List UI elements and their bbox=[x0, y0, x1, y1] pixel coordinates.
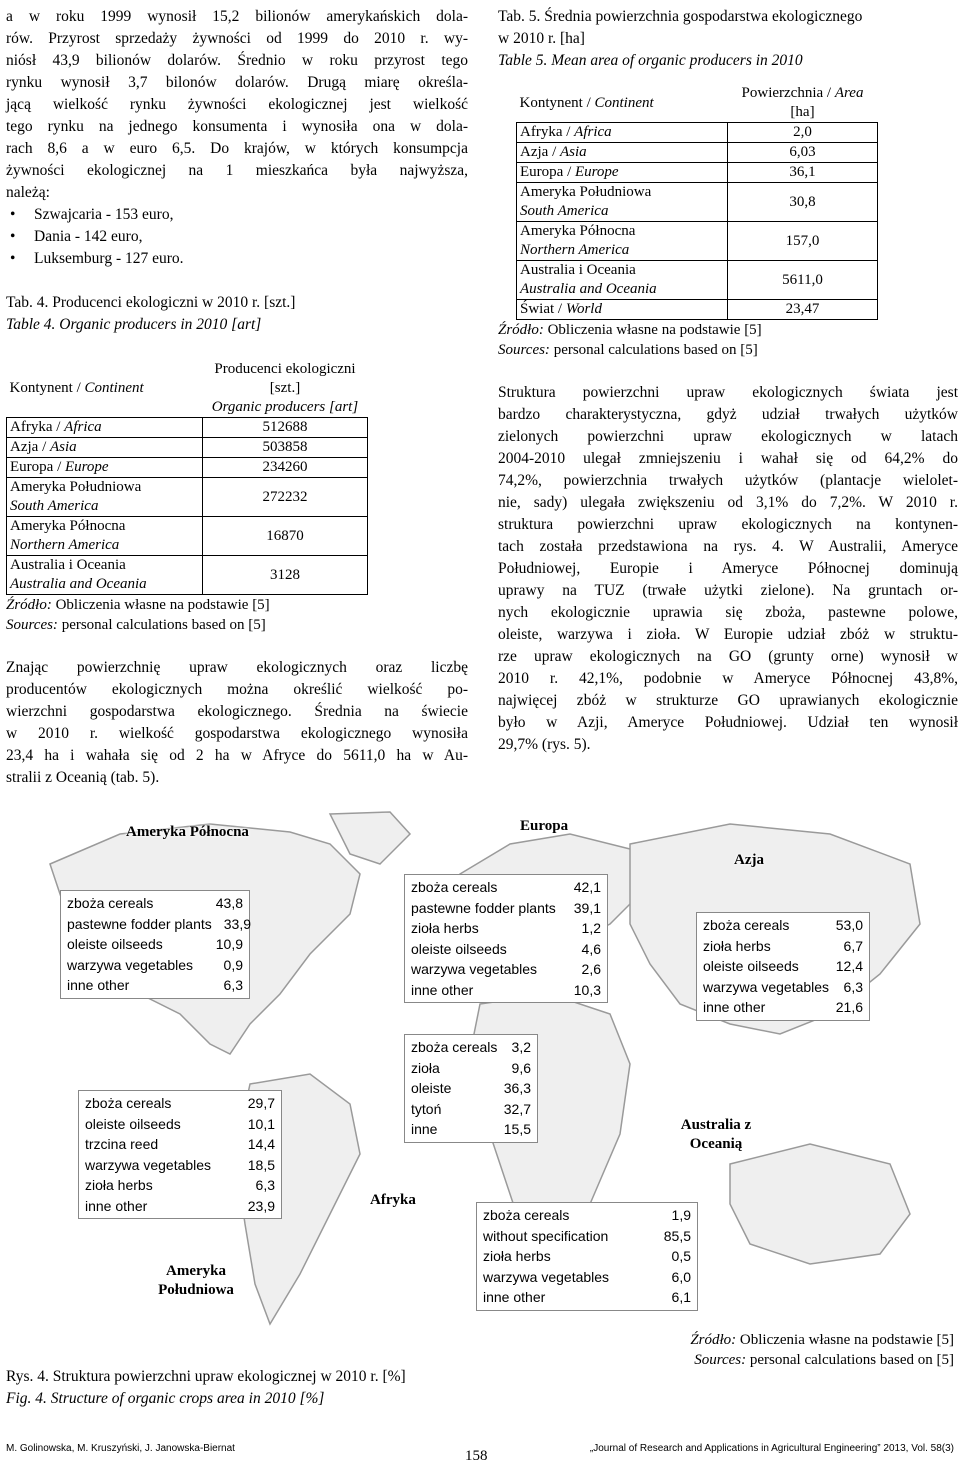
legend-row: warzywa vegetables 6,0 bbox=[483, 1268, 691, 1285]
legend-row: pastewne fodder plants 39,1 bbox=[411, 899, 601, 916]
table-cell-continent: Afryka / Africa bbox=[7, 418, 203, 438]
footer-journal: „Journal of Research and Applications in Agricultural Engineering” 2013, Vol. 58(3) bbox=[589, 1443, 954, 1454]
table-cell-continent: Azja / Asia bbox=[7, 438, 203, 458]
tab4-head-col1: Kontynent / Continent bbox=[9, 380, 144, 396]
table-row bbox=[517, 163, 878, 183]
table-cell-value: 503858 bbox=[203, 438, 368, 458]
legend-row: zboża cereals 3,2 bbox=[411, 1039, 531, 1055]
legend-row: inne other 21,6 bbox=[703, 999, 863, 1015]
tab5-caption-en: Table 5. Mean area of organic producers in 2010 bbox=[498, 52, 803, 69]
text-line: a w roku 1999 wynosił 15,2 bilionów amerykańskich dola- bbox=[6, 8, 468, 25]
legend-row: warzywa vegetables 0,9 bbox=[67, 956, 243, 973]
text-line: 74,2%, powierzchnia trwałych użytków (plantacje wielolet- bbox=[498, 472, 958, 489]
text-line: rze upraw ekologicznych na GO (grunty orne) wynosił w bbox=[498, 648, 958, 665]
text-line: nie, sady) ulegała zwiększeniu od 3,1% do 7,2%. W 2010 r. bbox=[498, 494, 958, 511]
text-line: należą: bbox=[6, 184, 50, 201]
table-cell-value: 16870 bbox=[203, 517, 368, 556]
list-item: • Szwajcaria - 153 euro, bbox=[6, 204, 468, 226]
tab5-head-col1: Kontynent / Continent bbox=[519, 94, 654, 111]
text-line: oleiste, warzywa i zioła. W Europie udział zbóż w struktu- bbox=[498, 626, 958, 643]
text-line: struktura powierzchni upraw ekologicznych na kontynen- bbox=[498, 516, 958, 533]
table-cell-continent: Azja / Asia bbox=[517, 143, 728, 163]
body-paragraph bbox=[6, 657, 468, 789]
legend-row: without specification 85,5 bbox=[483, 1227, 691, 1244]
table-cell-value: 36,1 bbox=[728, 163, 878, 183]
table-cell-continent: Ameryka Północna Northern America bbox=[7, 517, 203, 556]
legend-row: inne other 10,3 bbox=[411, 981, 601, 998]
table-row bbox=[7, 478, 368, 517]
footer-authors: M. Golinowska, M. Kruszyński, J. Janowska-Biernat bbox=[6, 1443, 235, 1454]
tab4-source: Źródło: Obliczenia własne na podstawie [5] Sources: personal calculations based on [5] bbox=[6, 597, 270, 633]
tab4-caption-en: Table 4. Organic producers in 2010 [art] bbox=[6, 316, 262, 333]
table-cell-continent: Australia i Oceania Australia and Oceania bbox=[517, 261, 728, 300]
legend-row: oleiste 36,3 bbox=[411, 1080, 531, 1096]
text-line: niósł 43,9 bilionów dolarów. Średnio w roku przyrost tego bbox=[6, 52, 468, 69]
table-cell-value: 30,8 bbox=[728, 183, 878, 222]
table-row bbox=[7, 438, 368, 458]
text-line: tach została przedstawiona na rys. 4. W Australii, Ameryce bbox=[498, 538, 958, 555]
legend-row: warzywa vegetables 2,6 bbox=[411, 961, 601, 977]
text-line: producentów ekologicznych można określić wielkość po- bbox=[6, 681, 468, 698]
world-map-figure bbox=[30, 804, 930, 1362]
text-line: rynku wynosił 3,7 bilonów dolarów. Drugą miarę określa- bbox=[6, 74, 468, 91]
table-cell-value: 512688 bbox=[203, 418, 368, 438]
body-paragraph bbox=[498, 382, 958, 756]
right-column bbox=[498, 6, 958, 756]
table-cell-continent: Europa / Europe bbox=[517, 163, 728, 183]
table-row bbox=[7, 418, 368, 438]
legend-row: zboża cereals 1,9 bbox=[483, 1207, 691, 1223]
tab4-head-col2: Producenci ekologiczni [szt.] Organic producers [art] bbox=[211, 361, 359, 415]
tab5-source: Źródło: Obliczenia własne na podstawie [5] Sources: personal calculations based on [5] bbox=[498, 322, 762, 358]
legend-row: zboża cereals 43,8 bbox=[67, 895, 243, 911]
table-row bbox=[517, 261, 878, 300]
legend-row: tytoń 32,7 bbox=[411, 1100, 531, 1117]
box-africa bbox=[404, 1034, 538, 1143]
label-north-america: Ameryka Północna bbox=[126, 824, 249, 840]
tab4-caption-pl: Tab. 4. Producenci ekologiczni w 2010 r. [szt.] bbox=[6, 294, 296, 311]
text-line: w 2010 r. wielkość gospodarstwa ekologicznego wynosiła bbox=[6, 725, 468, 742]
label-australia: Australia z Oceanią bbox=[680, 1117, 752, 1152]
tab5-head-col2: Powierzchnia / Area [ha] bbox=[741, 85, 864, 120]
legend-row: zboża cereals 42,1 bbox=[411, 879, 601, 895]
table-cell-continent: Ameryka Południowa South America bbox=[517, 183, 728, 222]
box-south-america bbox=[78, 1090, 282, 1219]
tab5-caption-pl: Tab. 5. Średnia powierzchnia gospodarstwa ekologicznego w 2010 r. [ha] bbox=[498, 8, 863, 47]
table-cell-value: 2,0 bbox=[728, 123, 878, 143]
text-line: żywności ekologicznej na 1 mieszkańca była najwyższa, bbox=[6, 162, 468, 179]
australia-shape bbox=[730, 1144, 910, 1264]
text-line: uprawy na TUZ (trwałe użytki zielone). Na gruntach or- bbox=[498, 582, 958, 599]
box-europe bbox=[404, 874, 608, 1003]
list-item: • Luksemburg - 127 euro. bbox=[6, 248, 468, 270]
legend-row: warzywa vegetables 18,5 bbox=[85, 1156, 275, 1173]
text-line: było w Azji, Ameryce Południowej. Udział ten wynosił bbox=[498, 714, 958, 731]
text-line: 29,7% (rys. 5). bbox=[498, 736, 591, 753]
legend-row: oleiste oilseeds 4,6 bbox=[411, 940, 601, 957]
text-line: zielonych powierzchni upraw ekologicznych w latach bbox=[498, 428, 958, 445]
table-cell-continent: Ameryka Południowa South America bbox=[7, 478, 203, 517]
table-cell-value: 3128 bbox=[203, 556, 368, 595]
box-australia bbox=[476, 1202, 698, 1311]
legend-row: zioła herbs 1,2 bbox=[411, 920, 601, 936]
legend-row: inne other 6,3 bbox=[67, 977, 243, 993]
country-list bbox=[6, 204, 468, 270]
label-south-america: Ameryka Południowa bbox=[158, 1263, 234, 1298]
text-line: wierzchni gospodarstwa ekologicznego. Średnia na świecie bbox=[6, 703, 468, 720]
list-item: • Dania - 142 euro, bbox=[6, 226, 468, 248]
text-line: Południowej, Europie i Ameryce Północnej dominują bbox=[498, 560, 958, 577]
text-line: rach 8,6 a w euro 6,5. Do krajów, w których konsumpcja bbox=[6, 140, 468, 157]
table-cell-continent: Ameryka Północna Northern America bbox=[517, 222, 728, 261]
text-line: Znając powierzchnię upraw ekologicznych oraz liczbę bbox=[6, 659, 468, 676]
table-cell-value: 5611,0 bbox=[728, 261, 878, 300]
table-row bbox=[517, 143, 878, 163]
label-europe: Europa bbox=[520, 818, 569, 834]
legend-row: oleiste oilseeds 12,4 bbox=[703, 958, 863, 974]
table-4 bbox=[6, 360, 368, 595]
table-row bbox=[7, 556, 368, 595]
figure-caption: Rys. 4. Struktura powierzchni upraw ekologicznej w 2010 r. [%] Fig. 4. Structure of organic crops area in 2010 [%] bbox=[6, 1368, 406, 1407]
legend-row: trzcina reed 14,4 bbox=[85, 1136, 275, 1152]
legend-row: oleiste oilseeds 10,9 bbox=[67, 936, 243, 952]
table-cell-value: 157,0 bbox=[728, 222, 878, 261]
legend-row: warzywa vegetables 6,3 bbox=[703, 978, 863, 995]
box-north-america bbox=[60, 890, 250, 999]
text-line: tego rynku na jednego konsumenta i wynosiła ona w dola- bbox=[6, 118, 468, 135]
text-line: 23,4 ha i wahała się od 2 ha w Afryce do 5611,0 ha w Au- bbox=[6, 747, 468, 764]
legend-row: zioła herbs 0,5 bbox=[483, 1248, 691, 1264]
table-row bbox=[517, 183, 878, 222]
table-5 bbox=[516, 84, 878, 320]
table-row bbox=[517, 222, 878, 261]
table-cell-continent: Europa / Europe bbox=[7, 458, 203, 478]
table-cell-continent: Australia i Oceania Australia and Oceania bbox=[7, 556, 203, 595]
table-cell-value: 6,03 bbox=[728, 143, 878, 163]
text-line: nych ekologicznie uprawia się zboża, pastewne polowe, bbox=[498, 604, 958, 621]
table-cell-value: 23,47 bbox=[728, 300, 878, 320]
label-asia: Azja bbox=[734, 852, 764, 868]
left-column bbox=[6, 6, 468, 789]
legend-row: inne 15,5 bbox=[411, 1121, 531, 1137]
page-number: 158 bbox=[465, 1448, 488, 1464]
label-africa: Afryka bbox=[370, 1192, 416, 1208]
text-line: jącą wielkość rynku żywności ekologicznej jest wielkość bbox=[6, 96, 468, 113]
table-cell-value: 272232 bbox=[203, 478, 368, 517]
table-row bbox=[517, 123, 878, 143]
text-line: 2004-2010 ulegał zmniejszeniu i wahał się od 64,2% do bbox=[498, 450, 958, 467]
text-line: rów. Przyrost sprzedaży żywności od 1999 do 2010 r. wy- bbox=[6, 30, 468, 47]
box-asia bbox=[696, 912, 870, 1021]
table-row bbox=[7, 517, 368, 556]
table-cell-continent: Świat / World bbox=[517, 300, 728, 320]
table-cell-value: 234260 bbox=[203, 458, 368, 478]
figure-source: Źródło: Obliczenia własne na podstawie [5] Sources: personal calculations based on [5] bbox=[690, 1332, 954, 1368]
legend-row: oleiste oilseeds 10,1 bbox=[85, 1115, 275, 1132]
legend-row: zboża cereals 29,7 bbox=[85, 1095, 275, 1111]
legend-row: pastewne fodder plants 33,9 bbox=[67, 915, 252, 932]
text-line: 2010 r. 42,1%, podobnie w Ameryce Północnej 43,8%, bbox=[498, 670, 958, 687]
text-line: bardzo charakterystyczna, gdyż udział trwałych użytków bbox=[498, 406, 958, 423]
table-cell-continent: Afryka / Africa bbox=[517, 123, 728, 143]
legend-row: zboża cereals 53,0 bbox=[703, 917, 863, 933]
legend-row: zioła herbs 6,3 bbox=[85, 1177, 275, 1193]
legend-row: inne other 6,1 bbox=[483, 1289, 691, 1305]
legend-row: inne other 23,9 bbox=[85, 1197, 275, 1214]
text-line: stralii z Oceanią (tab. 5). bbox=[6, 769, 160, 786]
legend-row: zioła 9,6 bbox=[411, 1059, 531, 1076]
text-line: najwięcej zbóż w strukturze GO uprawianych ekologicznie bbox=[498, 692, 958, 709]
table-row bbox=[517, 300, 878, 320]
table-row bbox=[7, 458, 368, 478]
intro-paragraph bbox=[6, 6, 468, 204]
text-line: Struktura powierzchni upraw ekologicznych świata jest bbox=[498, 384, 958, 401]
legend-row: zioła herbs 6,7 bbox=[703, 937, 863, 954]
